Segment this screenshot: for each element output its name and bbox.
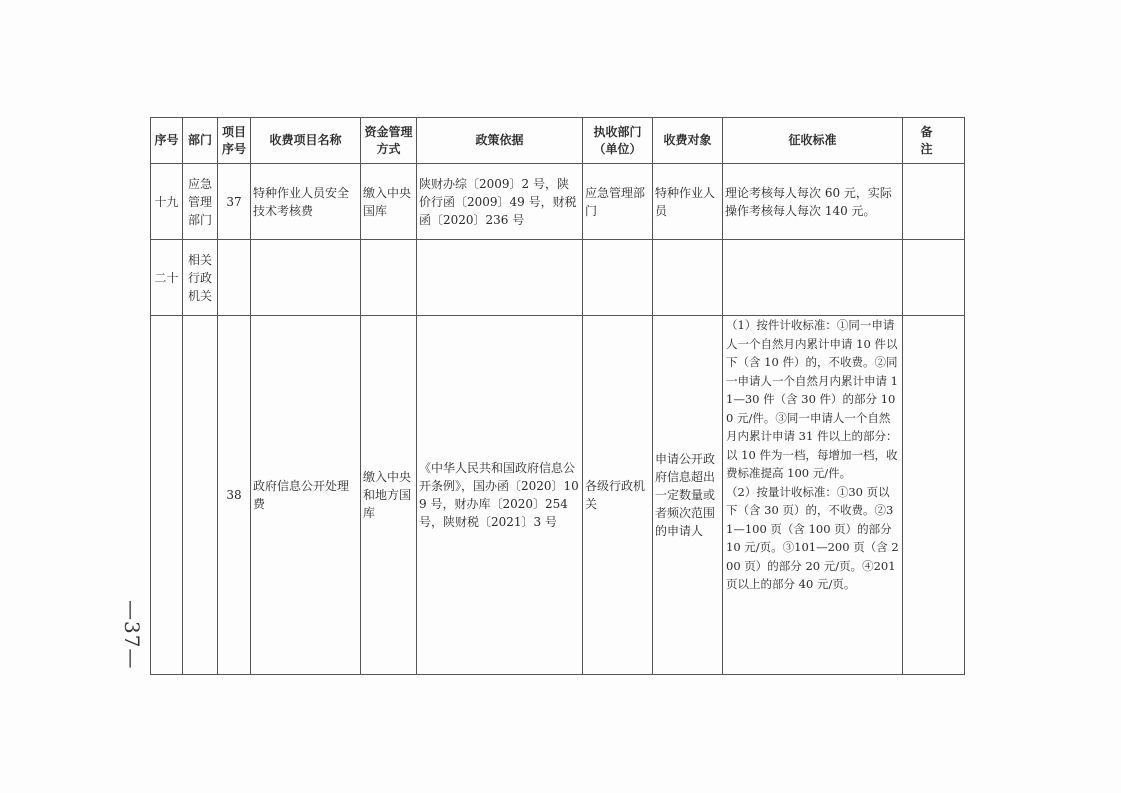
standard-per-page: （2）按量计收标准：①30 页以下（含 30 页）的，不收费。②31—100 页（含 100 页）的部分 10 元/页。③101—200 页（含 200 页）的部分 20 元/页。④201 页以上的部分 40 元/页。 — [726, 484, 899, 591]
header-department: 部门 — [183, 118, 218, 164]
row-remarks — [903, 316, 965, 675]
table-row — [151, 164, 965, 240]
fee-table — [150, 117, 973, 675]
row-item-name: 政府信息公开处理费 — [251, 316, 361, 675]
row-remarks — [903, 240, 965, 316]
row-index: 二十 — [151, 240, 183, 316]
row-policy-basis — [417, 240, 583, 316]
row-item-no: 38 — [218, 316, 251, 675]
row-standard: 理论考核每人每次 60 元，实际操作考核每人每次 140 元。 — [723, 164, 903, 240]
row-item-name: 特种作业人员安全技术考核费 — [251, 164, 361, 240]
row-item-no — [218, 240, 251, 316]
row-department: 相关行政机关 — [183, 240, 218, 316]
row-fee-target: 特种作业人员 — [653, 164, 723, 240]
row-department: 应急管理部门 — [183, 164, 218, 240]
row-index: 十九 — [151, 164, 183, 240]
header-index: 序号 — [151, 118, 183, 164]
header-policy-basis: 政策依据 — [417, 118, 583, 164]
row-fee-target: 申请公开政府信息超出一定数量或者频次范围的申请人 — [653, 316, 723, 675]
row-fund-management — [361, 240, 417, 316]
row-collecting-dept: 应急管理部门 — [583, 164, 653, 240]
row-fund-management: 缴入中央和地方国库 — [361, 316, 417, 675]
standard-per-item: （1）按件计收标准：①同一申请人一个自然月内累计申请 10 件以下（含 10 件）的，不收费。②同一申请人一个自然月内累计申请 11—30 件（含 30 件）的部分 100 元/件。③同一申请人一个自然月内累计申请 31 件以上的部分：以 10 件为一档，每增加一档，收费标准提高 100 元/件。 — [726, 318, 898, 480]
header-remarks: 备 注 — [903, 118, 965, 164]
table-header-row — [151, 118, 965, 164]
row-collecting-dept — [583, 240, 653, 316]
row-policy-basis: 陕财办综〔2009〕2 号，陕价行函〔2009〕49 号，财税函〔2020〕236 号 — [417, 164, 583, 240]
table-row — [151, 240, 965, 316]
header-fee-target: 收费对象 — [653, 118, 723, 164]
table-row — [151, 316, 965, 675]
row-item-no: 37 — [218, 164, 251, 240]
row-remarks — [903, 164, 965, 240]
page-number: —37— — [120, 600, 144, 670]
header-collecting-dept: 执收部门（单位） — [583, 118, 653, 164]
row-collecting-dept: 各级行政机关 — [583, 316, 653, 675]
header-fund-management: 资金管理方式 — [361, 118, 417, 164]
row-index — [151, 316, 183, 675]
header-item-name: 收费项目名称 — [251, 118, 361, 164]
row-department — [183, 316, 218, 675]
row-fund-management: 缴入中央国库 — [361, 164, 417, 240]
header-standard: 征收标准 — [723, 118, 903, 164]
row-standard — [723, 240, 903, 316]
row-policy-basis: 《中华人民共和国政府信息公开条例》，国办函〔2020〕109 号，财办库〔2020〕254 号，陕财税〔2021〕3 号 — [417, 316, 583, 675]
row-standard — [723, 316, 903, 675]
header-item-no: 项目序号 — [218, 118, 251, 164]
row-fee-target — [653, 240, 723, 316]
row-item-name — [251, 240, 361, 316]
